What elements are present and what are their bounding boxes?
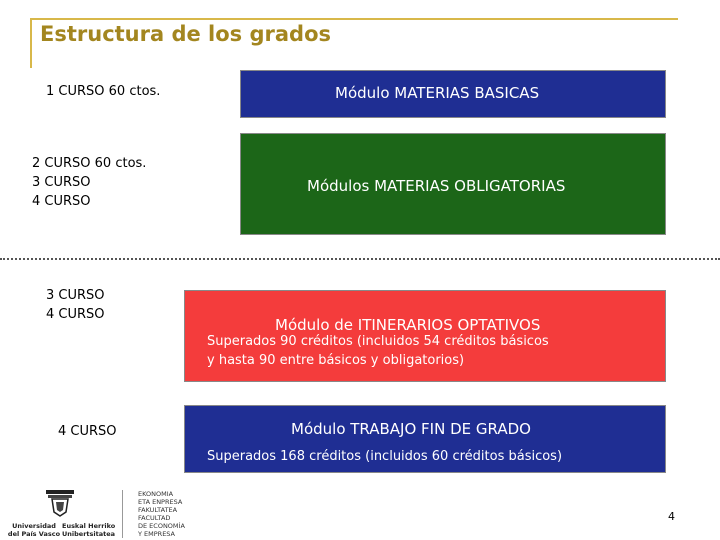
module-tfg-desc: Superados 168 créditos (incluidos 60 créditos básicos) (207, 449, 563, 464)
label-line: 3 CURSO (32, 175, 91, 190)
faculty-logo-text (138, 490, 185, 538)
logo-line: EKONOMIA (138, 490, 174, 498)
label-group-obligatorias (32, 154, 146, 211)
module-itinerarios-box (184, 290, 666, 382)
module-itinerarios-desc (207, 332, 549, 370)
logo-line: ETA ENPRESA (138, 498, 183, 506)
title-frame-top (30, 18, 678, 20)
logo-separator (122, 490, 123, 538)
desc-line: y hasta 90 entre básicos y obligatorios) (207, 353, 465, 368)
label-line: 4 CURSO (32, 194, 91, 209)
label-line: 4 CURSO (46, 307, 105, 322)
section-divider (0, 258, 720, 260)
logo-line: Y EMPRESA (138, 530, 175, 538)
page-number: 4 (668, 510, 675, 523)
label-line: 3 CURSO (46, 288, 105, 303)
module-obligatorias-title: Módulos MATERIAS OBLIGATORIAS (307, 177, 566, 195)
module-itinerarios-title: Módulo de ITINERARIOS OPTATIVOS (275, 316, 541, 334)
title-frame-left (30, 18, 32, 68)
label-group-itinerarios (46, 286, 105, 324)
logo-line: Universidad (12, 522, 56, 530)
slide-title: Estructura de los grados (40, 22, 332, 46)
module-tfg-box (184, 405, 666, 473)
university-logo (4, 488, 134, 540)
module-tfg-title: Módulo TRABAJO FIN DE GRADO (291, 420, 531, 438)
logo-line: del País Vasco (7, 530, 61, 538)
label-fourth-year: 4 CURSO (58, 424, 117, 439)
logo-line: Euskal Herriko (62, 522, 116, 530)
logo-line: FAKULTATEA (138, 506, 178, 514)
logo-line: FACULTAD (138, 514, 171, 522)
module-basicas-box (240, 70, 666, 118)
module-obligatorias-box (240, 133, 666, 235)
university-emblem-icon (40, 488, 80, 518)
logo-line: Unibertsitatea (62, 530, 115, 538)
logo-line: DE ECONOMÍA (138, 522, 185, 530)
desc-line: Superados 90 créditos (incluidos 54 créditos básicos (207, 334, 549, 349)
label-line: 2 CURSO 60 ctos. (32, 156, 147, 171)
university-name-es (4, 522, 64, 538)
label-first-year: 1 CURSO 60 ctos. (46, 84, 161, 99)
module-basicas-title: Módulo MATERIAS BASICAS (335, 84, 540, 102)
